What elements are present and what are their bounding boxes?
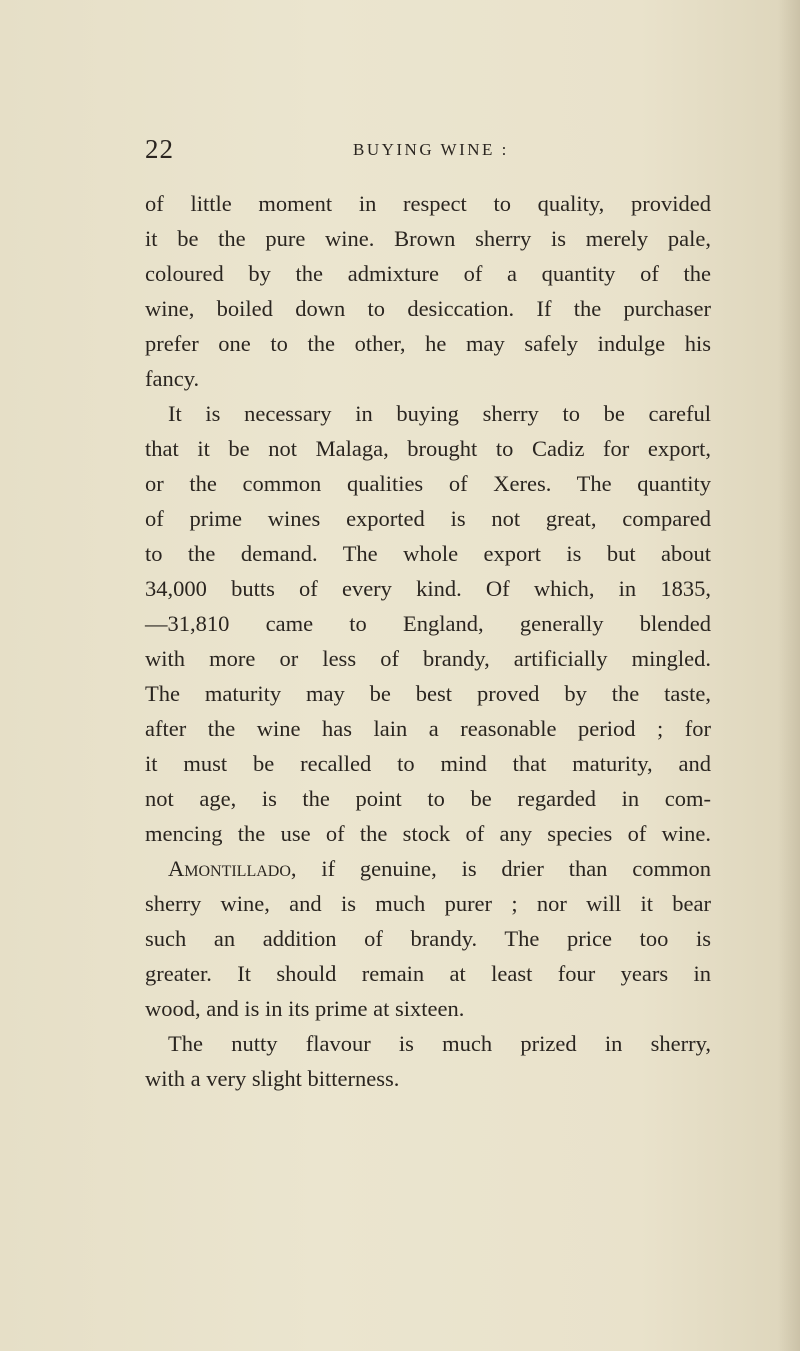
page-number: 22 [145, 134, 174, 164]
text-line: with more or less of brandy, artificially mingled. [145, 646, 711, 671]
running-head: BUYING WINE : [353, 140, 509, 159]
page-header [145, 134, 725, 164]
text-line: sherry wine, and is much purer ; nor will it bear [145, 891, 711, 916]
text-line: greater. It should remain at least four years in [145, 961, 711, 986]
page-edge-shadow [778, 0, 800, 1351]
text-line: that it be not Malaga, brought to Cadiz for export, [145, 436, 711, 461]
text-line: mencing the use of the stock of any species of wine. [145, 821, 711, 846]
text-line: wine, boiled down to desiccation. If the purchaser [145, 296, 711, 321]
text-line: such an addition of brandy. The price too is [145, 926, 711, 951]
text-line: it must be recalled to mind that maturity, and [145, 751, 711, 776]
text-line [145, 851, 711, 886]
text-line: 34,000 butts of every kind. Of which, in 1835, [145, 576, 711, 601]
text-line: coloured by the admixture of a quantity of the [145, 261, 711, 286]
text-line: The maturity may be best proved by the taste, [145, 681, 711, 706]
text-line-rest: , if genuine, is drier than common [290, 856, 711, 881]
text-line: of prime wines exported is not great, compared [145, 506, 711, 531]
text-line: It is necessary in buying sherry to be careful [168, 401, 711, 426]
text-line: to the demand. The whole export is but about [145, 541, 711, 566]
term-amontillado: Amontillado [168, 856, 291, 881]
body-text [145, 186, 711, 1096]
text-line: it be the pure wine. Brown sherry is merely pale, [145, 226, 711, 251]
text-line: or the common qualities of Xeres. The quantity [145, 471, 711, 496]
text-line: —31,810 came to England, generally blended [145, 611, 711, 636]
text-line: with a very slight bitterness. [145, 1066, 400, 1091]
text-line: fancy. [145, 366, 200, 391]
text-line: The nutty flavour is much prized in sherry, [168, 1031, 711, 1056]
text-line: wood, and is in its prime at sixteen. [145, 996, 465, 1021]
text-line: not age, is the point to be regarded in com- [145, 786, 711, 811]
text-line: prefer one to the other, he may safely indulge his [145, 331, 711, 356]
text-line: of little moment in respect to quality, provided [145, 191, 711, 216]
text-line: after the wine has lain a reasonable period ; for [145, 716, 711, 741]
